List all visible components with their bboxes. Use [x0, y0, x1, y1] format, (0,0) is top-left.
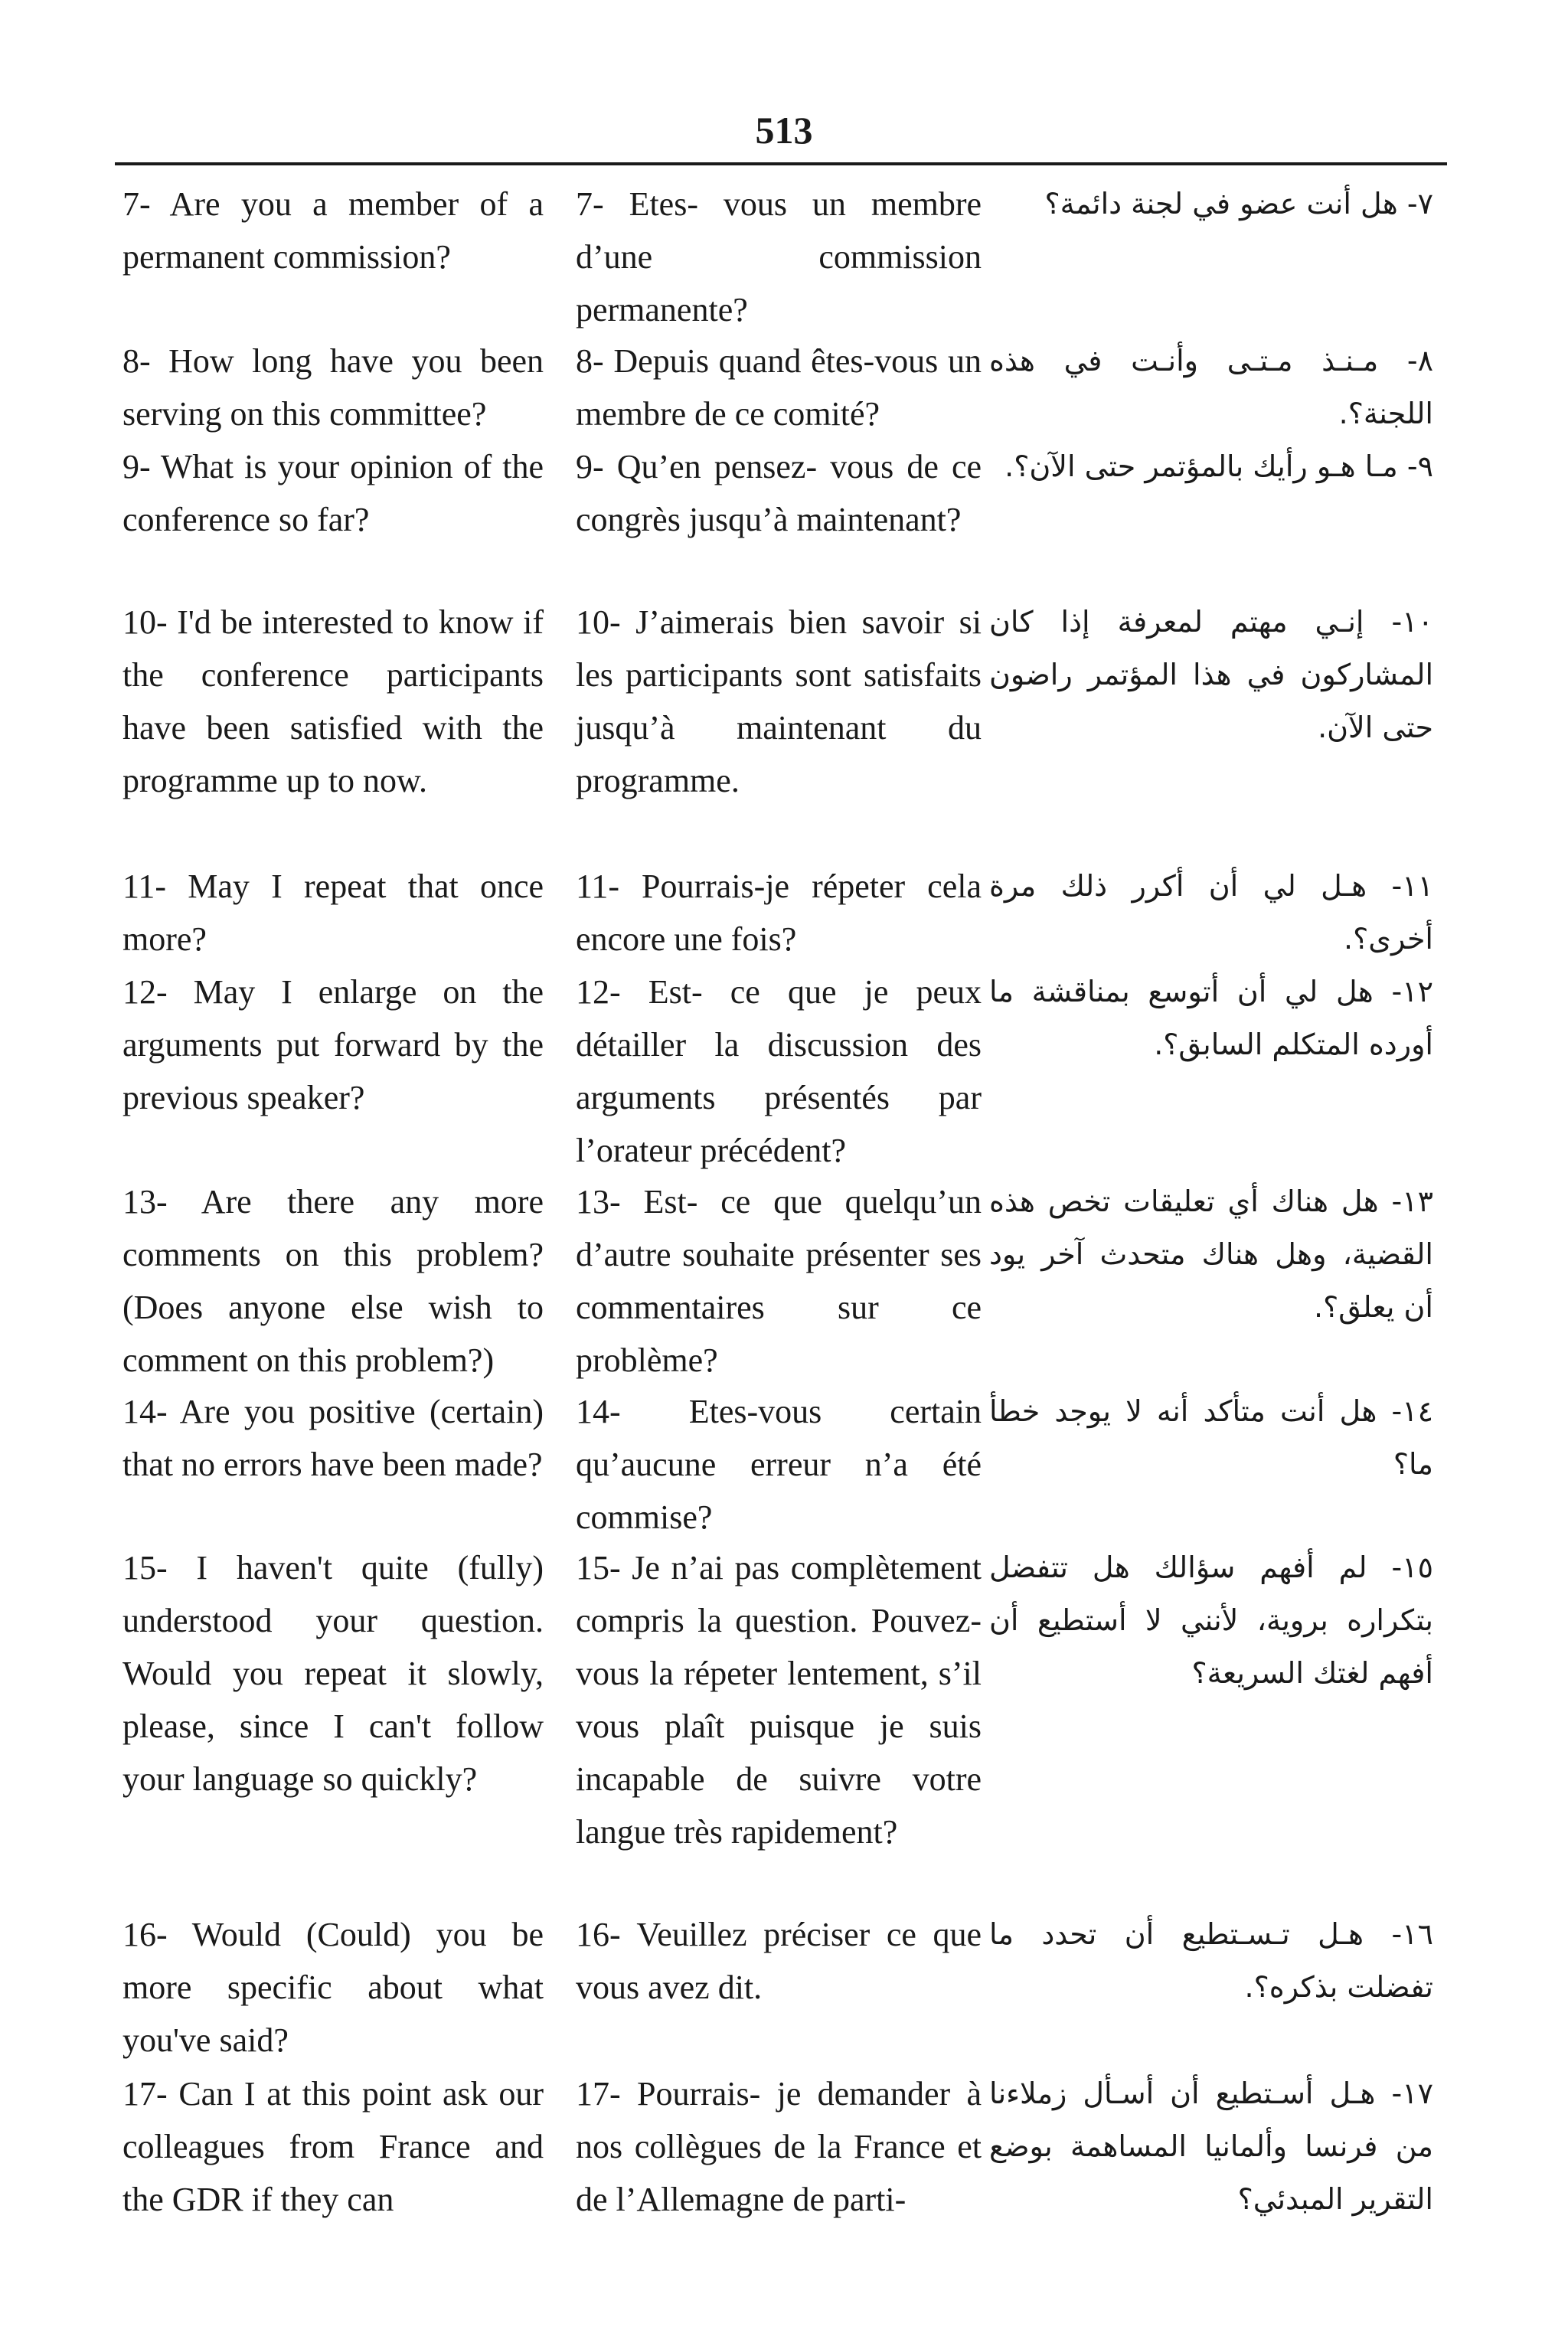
- entry-17-arabic: ١٧- هـل أسـتطيع أن أسـأل زملاءنا من فرنسا وألمانيا المساهمة بوضع التقرير المبدئي؟: [989, 2077, 1433, 2216]
- entry-12-arabic: ١٢- هل لي أن أتوسع بمناقشة ما أورده المتكلم السابق؟.: [989, 975, 1433, 1061]
- entry-10-arabic: ١٠- إنـي مهتم لمعرفة إذا كان المشاركون في هذا المؤتمر راضون حتى الآن.: [989, 605, 1433, 744]
- entry-8-arabic: ٨- مـنـذ مـتـى وأنـت في هذه اللجنة؟.: [989, 344, 1433, 430]
- entry-16-french: 16- Veuillez préciser ce que vous avez dit.: [576, 1916, 982, 2006]
- entry-12-english: 12- May I enlarge on the arguments put forward by the previous speaker?: [122, 973, 544, 1116]
- entry-13-arabic: ١٣- هل هناك أي تعليقات تخص هذه القضية، وهل هناك متحدث آخر يود أن يعلق؟.: [989, 1185, 1433, 1324]
- entry-14-french: 14- Etes-vous certain qu’aucune erreur n’a été commise?: [576, 1393, 982, 1536]
- entry-10-french: 10- J’aimerais bien savoir si les participants sont satisfaits jusqu’à maintenant du programme.: [576, 603, 982, 799]
- entry-14-english: 14- Are you positive (certain) that no errors have been made?: [122, 1393, 544, 1483]
- entry-10-english: 10- I'd be interested to know if the conference participants have been satisfied with the programme up to now.: [122, 603, 544, 799]
- entry-15-french: 15- Je n’ai pas complètement compris la question. Pouvez-vous la répeter lentement, s’il vous plaît puisque je suis incapable de suivre votre langue très rapidement?: [576, 1549, 982, 1851]
- entry-7-arabic: ٧- هل أنت عضو في لجنة دائمة؟: [1044, 187, 1433, 221]
- entry-7-english: 7- Are you a member of a permanent commission?: [122, 185, 544, 276]
- entry-11-english: 11- May I repeat that once more?: [122, 868, 544, 958]
- entry-8-english: 8- How long have you been serving on this committee?: [122, 342, 544, 433]
- entry-8-french: 8- Depuis quand êtes-vous un membre de ce comité?: [576, 342, 982, 433]
- entry-13-french: 13- Est- ce que quelqu’un d’autre souhaite présenter ses commentaires sur ce problème?: [576, 1183, 982, 1379]
- page-number: 513: [755, 109, 813, 152]
- entry-7-french: 7- Etes- vous un membre d’une commission permanente?: [576, 185, 982, 328]
- entry-17-english: 17- Can I at this point ask our colleagues from France and the GDR if they can: [122, 2075, 544, 2218]
- entry-9-french: 9- Qu’en pensez- vous de ce congrès jusqu’à maintenant?: [576, 448, 982, 538]
- entry-14-arabic: ١٤- هل أنت متأكد أنه لا يوجد خطأ ما؟: [989, 1394, 1433, 1481]
- entry-13-english: 13- Are there any more comments on this problem? (Does anyone else wish to comment on this problem?): [122, 1183, 544, 1379]
- entry-15-arabic: ١٥- لم أفهم سؤالك هل تتفضل بتكراره بروية، لأنني لا أستطيع أن أفهم لغتك السريعة؟: [989, 1551, 1433, 1690]
- entry-15-english: 15- I haven't quite (fully) understood your question. Would you repeat it slowly, please, since I can't follow your language so quickly?: [122, 1549, 544, 1798]
- entry-17-french: 17- Pourrais- je demander à nos collègues de la France et de l’Allemagne de parti-: [576, 2075, 982, 2218]
- entry-16-english: 16- Would (Could) you be more specific about what you've said?: [122, 1916, 544, 2059]
- entry-16-arabic: ١٦- هـل تـسـتطيع أن تحدد ما تفضلت بذكره؟.: [989, 1917, 1433, 2004]
- entry-9-english: 9- What is your opinion of the conference so far?: [122, 448, 544, 538]
- entry-11-french: 11- Pourrais-je répeter cela encore une fois?: [576, 868, 982, 958]
- entry-9-arabic: ٩- مـا هـو رأيك بالمؤتمر حتى الآن؟.: [1004, 449, 1433, 483]
- entry-11-arabic: ١١- هـل لي أن أكرر ذلك مرة أخرى؟.: [989, 869, 1433, 956]
- entry-12-french: 12- Est- ce que je peux détailler la discussion des arguments présentés par l’orateur précédent?: [576, 973, 982, 1169]
